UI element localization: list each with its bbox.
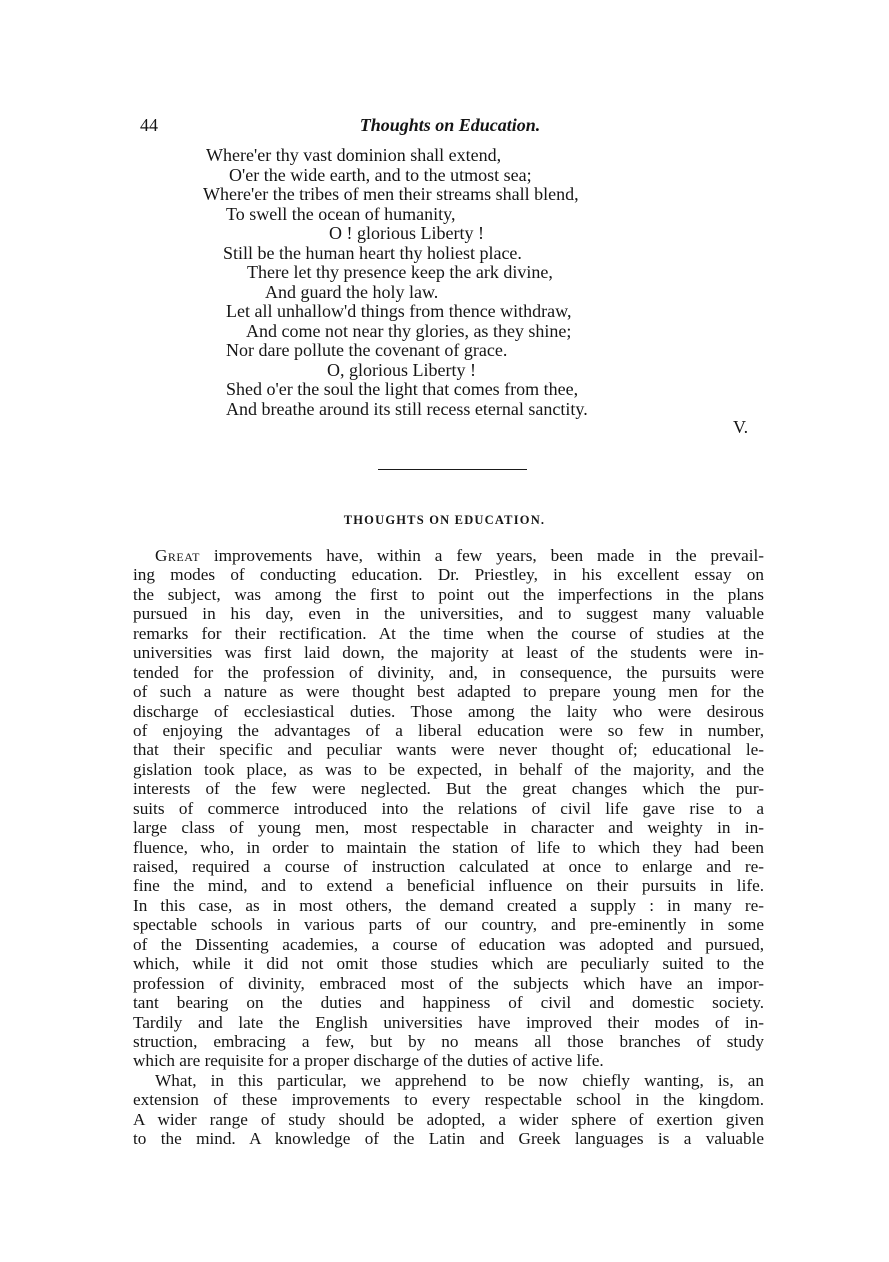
poem-line: To swell the ocean of humanity, [226, 203, 456, 224]
article-line: of enjoying the advantages of a liberal education were so few in number, [133, 720, 764, 740]
article-line: suits of commerce introduced into the relations of civil life gave rise to a [133, 798, 764, 818]
poem-line: And come not near thy glories, as they shine; [246, 320, 572, 341]
section-divider [378, 469, 527, 470]
article-line: discharge of ecclesiastical duties. Those among the laity who were desirous [133, 701, 764, 721]
poem-line: Where'er thy vast dominion shall extend, [206, 145, 502, 165]
article-line: to the mind. A knowledge of the Latin and Greek languages is a valuable [133, 1129, 764, 1149]
article-line: of the Dissenting academies, a course of education was adopted and pursued, [133, 934, 764, 954]
article-line: Tardily and late the English universities have improved their modes of in- [133, 1012, 764, 1032]
article-line: extension of these improvements to every respectable school in the kingdom. [133, 1090, 764, 1110]
article-line: fine the mind, and to extend a beneficial influence on their pursuits in life. [133, 876, 764, 896]
article-line: What, in this particular, we apprehend to be now chiefly wanting, is, an [155, 1070, 764, 1090]
article-line: Great improvements have, within a few years, been made in the prevail- [155, 546, 764, 565]
article-line: In this case, as in most others, the demand created a supply : in many re- [133, 895, 764, 915]
article-title: THOUGHTS ON EDUCATION. [343, 513, 546, 527]
page-number: 44 [140, 115, 158, 135]
article-line: raised, required a course of instruction calculated at once to enlarge and re- [133, 857, 764, 876]
poem-line: O'er the wide earth, and to the utmost sea; [229, 164, 532, 185]
poem [0, 146, 889, 419]
article-line: profession of divinity, embraced most of the subjects which have an impor- [133, 973, 764, 993]
article-line: fluence, who, in order to maintain the station of life to which they had been [133, 837, 764, 857]
article-line: struction, embracing a few, but by no means all those branches of study [133, 1031, 764, 1051]
article-body [133, 546, 764, 1149]
article-line: tended for the profession of divinity, and, in consequence, the pursuits were [133, 662, 764, 682]
running-header [140, 112, 760, 138]
poem-line: Nor dare pollute the covenant of grace. [226, 340, 508, 360]
article-line: pursued in his day, even in the universities, and to suggest many valuable [133, 604, 764, 624]
article-line: ing modes of conducting education. Dr. Priestley, in his excellent essay on [133, 565, 764, 585]
poem-line: O, glorious Liberty ! [327, 359, 476, 380]
opening-word: Great [155, 546, 200, 565]
article-line: the subject, was among the first to point out the imperfections in the plans [133, 584, 764, 604]
poem-line: O ! glorious Liberty ! [329, 223, 484, 243]
article-line: large class of young men, most respectable in character and weighty in in- [133, 818, 764, 838]
article-line: universities was first laid down, the majority at least of the students were in- [133, 643, 764, 663]
article-line: of such a nature as were thought best adapted to prepare young men for the [133, 682, 764, 702]
poem-signature: V. [733, 417, 749, 437]
poem-line: There let thy presence keep the ark divine, [247, 262, 553, 282]
article-line: that their specific and peculiar wants were never thought of; educational le- [133, 740, 764, 760]
poem-line: Shed o'er the soul the light that comes from thee, [226, 379, 579, 399]
article-line: which, while it did not omit those studies which are peculiarly suited to the [133, 954, 764, 974]
poem-line: Still be the human heart thy holiest place. [223, 242, 522, 263]
poem-line: Where'er the tribes of men their streams shall blend, [203, 184, 579, 204]
poem-line: Let all unhallow'd things from thence withdraw, [226, 301, 572, 321]
article-line: spectable schools in various parts of our country, and pre-eminently in some [133, 915, 764, 935]
article-line: interests of the few were neglected. But the great changes which the pur- [133, 779, 764, 799]
article-line: gislation took place, as was to be expected, in behalf of the majority, and the [133, 759, 764, 779]
poem-line: And breathe around its still recess eternal sanctity. [226, 398, 588, 419]
article-line: remarks for their rectification. At the time when the course of studies at the [133, 623, 764, 643]
poem-line: And guard the holy law. [265, 281, 439, 302]
article-line: which are requisite for a proper discharge of the duties of active life. [133, 1051, 604, 1071]
article-line: tant bearing on the duties and happiness of civil and domestic society. [133, 993, 764, 1013]
article-line: A wider range of study should be adopted, a wider sphere of exertion given [133, 1109, 764, 1129]
running-title: Thoughts on Education. [359, 115, 541, 135]
